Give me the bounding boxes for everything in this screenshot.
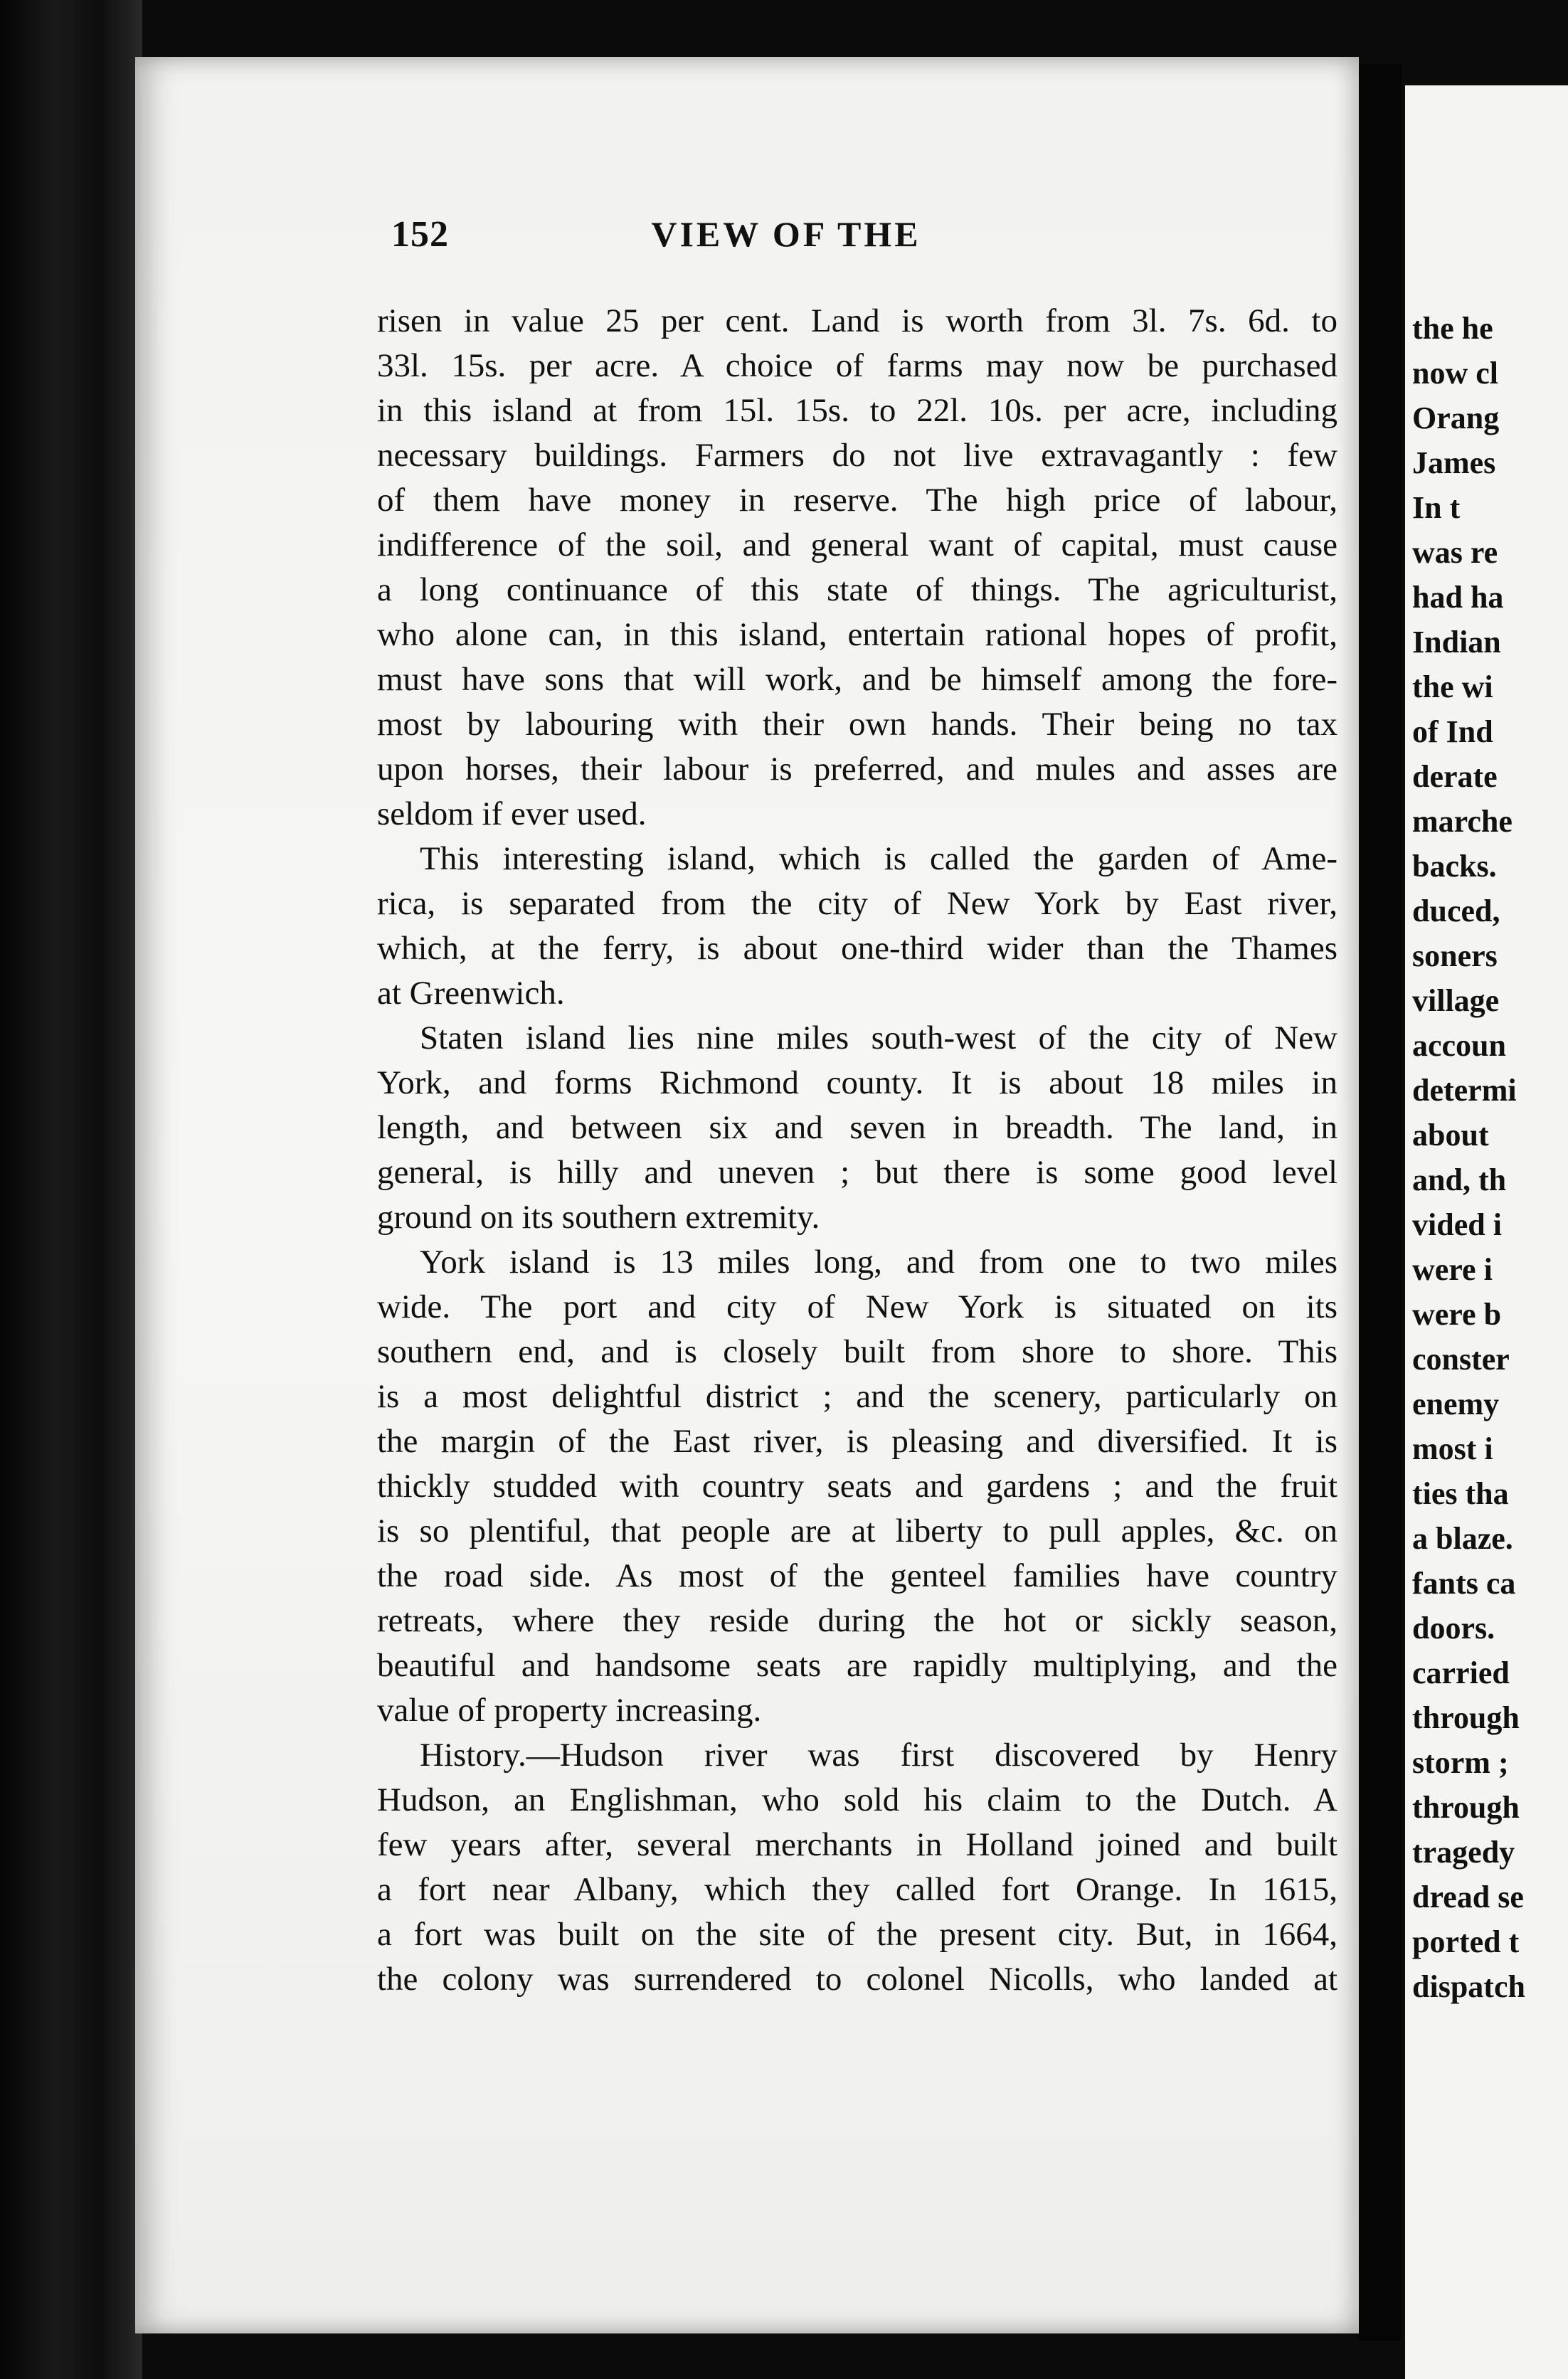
facing-page-line: conster xyxy=(1412,1342,1510,1377)
text-line: upon horses, their labour is preferred, and mules and asses are xyxy=(377,751,1337,788)
text-line: is so plentiful, that people are at liberty to pull apples, &c. on xyxy=(377,1512,1337,1549)
text-line: southern end, and is closely built from shore to shore. This xyxy=(377,1333,1337,1370)
page-number: 152 xyxy=(391,214,449,255)
text-line: in this island at from 15l. 15s. to 22l. 10s. per acre, including xyxy=(377,392,1337,429)
facing-page-line: through xyxy=(1412,1700,1520,1735)
text-line: indifference of the soil, and general want of capital, must cause xyxy=(377,526,1337,563)
text-line: value of property increasing. xyxy=(377,1692,762,1729)
facing-page-line: were i xyxy=(1412,1252,1493,1287)
facing-page-line: had ha xyxy=(1412,580,1504,615)
text-line: most by labouring with their own hands. Their being no tax xyxy=(377,706,1337,743)
facing-page-line: was re xyxy=(1412,535,1498,570)
facing-page-line: determi xyxy=(1412,1073,1517,1108)
facing-page-line: marche xyxy=(1412,804,1513,839)
facing-page-line: Orang xyxy=(1412,401,1500,435)
text-line: a fort was built on the site of the present city. But, in 1664, xyxy=(377,1916,1337,1953)
facing-page-line: doors. xyxy=(1412,1611,1495,1646)
text-line: seldom if ever used. xyxy=(377,795,647,832)
facing-page-line: the wi xyxy=(1412,669,1493,704)
text-line: risen in value 25 per cent. Land is worth from 3l. 7s. 6d. to xyxy=(377,302,1337,339)
text-line: who alone can, in this island, entertain rational hopes of profit, xyxy=(377,616,1337,653)
body-text xyxy=(377,299,1337,2002)
text-line: York island is 13 miles long, and from one to two miles xyxy=(420,1244,1337,1281)
text-line: ground on its southern extremity. xyxy=(377,1199,820,1236)
text-line: necessary buildings. Farmers do not live extravagantly : few xyxy=(377,437,1337,474)
text-line: the colony was surrendered to colonel Nicolls, who landed at xyxy=(377,1961,1337,1998)
text-line: Staten island lies nine miles south-west of the city of New xyxy=(420,1019,1337,1056)
text-line: wide. The port and city of New York is situated on its xyxy=(377,1288,1337,1325)
facing-page-line: a blaze. xyxy=(1412,1521,1513,1556)
facing-page-line: and, th xyxy=(1412,1162,1507,1197)
text-line: which, at the ferry, is about one-third wider than the Thames xyxy=(377,930,1337,967)
text-line: general, is hilly and uneven ; but there is some good level xyxy=(377,1154,1337,1191)
text-line: a long continuance of this state of things. The agriculturist, xyxy=(377,571,1337,608)
facing-page-line: Indian xyxy=(1412,625,1501,659)
text-line: This interesting island, which is called the garden of Ame- xyxy=(420,840,1337,877)
facing-page-line: storm ; xyxy=(1412,1745,1509,1780)
running-head: VIEW OF THE xyxy=(651,214,921,254)
facing-page-line: duced, xyxy=(1412,894,1500,928)
text-line: length, and between six and seven in breadth. The land, in xyxy=(377,1109,1337,1146)
text-line: History.—Hudson river was first discovered by Henry xyxy=(420,1737,1337,1774)
facing-page-line: of Ind xyxy=(1412,714,1493,749)
facing-page-line: about xyxy=(1412,1118,1489,1153)
text-line: the margin of the East river, is pleasing and diversified. It is xyxy=(377,1423,1337,1460)
facing-page-line: soners xyxy=(1412,938,1498,973)
facing-page-line: accoun xyxy=(1412,1028,1506,1063)
text-line: of them have money in reserve. The high price of labour, xyxy=(377,482,1337,519)
facing-page-text xyxy=(1405,85,1568,2009)
text-line: Hudson, an Englishman, who sold his claim to the Dutch. A xyxy=(377,1781,1337,1818)
page-gutter xyxy=(1359,64,1402,2341)
text-line: is a most delightful district ; and the scenery, particularly on xyxy=(377,1378,1337,1415)
page-header xyxy=(249,213,1323,270)
text-line: retreats, where they reside during the hot or sickly season, xyxy=(377,1602,1337,1639)
facing-page-line: tragedy xyxy=(1412,1835,1515,1870)
facing-page-line: fants ca xyxy=(1412,1566,1516,1601)
text-line: rica, is separated from the city of New York by East river, xyxy=(377,885,1337,922)
text-line: thickly studded with country seats and gardens ; and the fruit xyxy=(377,1468,1337,1505)
facing-page xyxy=(1405,85,1568,2379)
facing-page-line: now cl xyxy=(1412,356,1498,391)
facing-page-line: backs. xyxy=(1412,849,1497,884)
text-line: 33l. 15s. per acre. A choice of farms may now be purchased xyxy=(377,347,1337,384)
facing-page-line: village xyxy=(1412,983,1500,1018)
text-line: beautiful and handsome seats are rapidly multiplying, and the xyxy=(377,1647,1337,1684)
facing-page-line: dispatch xyxy=(1412,1969,1525,2004)
text-line: must have sons that will work, and be himself among the fore- xyxy=(377,661,1337,698)
facing-page-line: were b xyxy=(1412,1297,1502,1332)
text-line: York, and forms Richmond county. It is about 18 miles in xyxy=(377,1064,1337,1101)
text-line: at Greenwich. xyxy=(377,975,565,1012)
text-line: a fort near Albany, which they called fort Orange. In 1615, xyxy=(377,1871,1337,1908)
scan-margin-left xyxy=(0,0,142,2379)
facing-page-line: through xyxy=(1412,1790,1520,1825)
facing-page-line: ties tha xyxy=(1412,1476,1509,1511)
facing-page-line: ported t xyxy=(1412,1924,1520,1959)
facing-page-line: dread se xyxy=(1412,1880,1524,1914)
text-line: the road side. As most of the genteel families have country xyxy=(377,1557,1337,1594)
facing-page-line: derate xyxy=(1412,759,1498,794)
facing-page-line: most i xyxy=(1412,1431,1493,1466)
facing-page-line: carried xyxy=(1412,1655,1510,1690)
text-line: few years after, several merchants in Holland joined and built xyxy=(377,1826,1337,1863)
facing-page-line: the he xyxy=(1412,311,1493,346)
facing-page-line: vided i xyxy=(1412,1207,1502,1242)
facing-page-line: enemy xyxy=(1412,1387,1500,1421)
facing-page-line: James xyxy=(1412,445,1496,480)
facing-page-line: In t xyxy=(1412,490,1461,525)
